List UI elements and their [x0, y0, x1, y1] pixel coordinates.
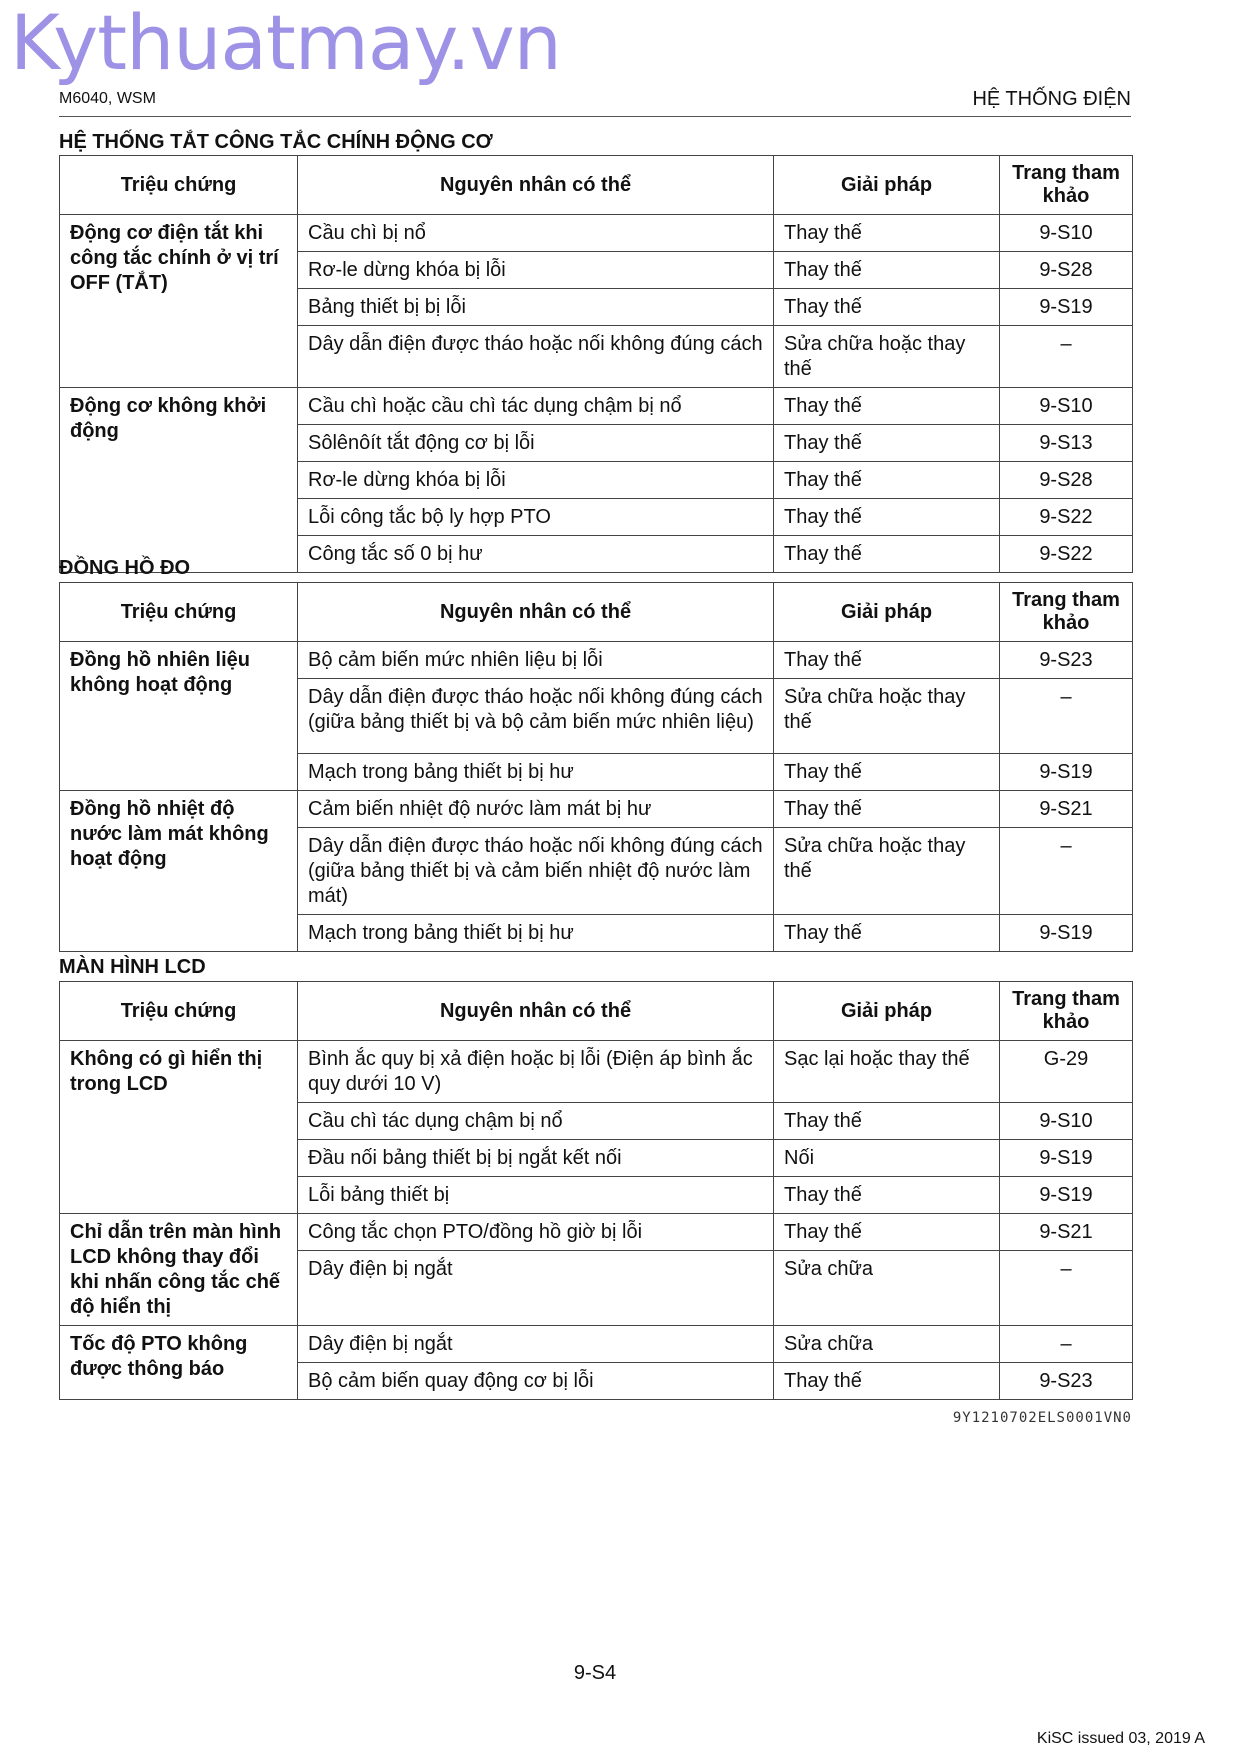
reference-page-cell: 9-S28: [1000, 252, 1133, 289]
header-model: M6040, WSM: [59, 90, 156, 107]
remedy-cell: Sửa chữa: [774, 1251, 1000, 1326]
reference-page-cell: –: [1000, 1326, 1133, 1363]
remedy-cell: Thay thế: [774, 252, 1000, 289]
remedy-cell: Thay thế: [774, 462, 1000, 499]
cause-cell: Lỗi công tắc bộ ly hợp PTO: [298, 499, 774, 536]
cause-cell: Bình ắc quy bị xả điện hoặc bị lỗi (Điện áp bình ắc quy dưới 10 V): [298, 1041, 774, 1103]
remedy-cell: Sửa chữa hoặc thay thế: [774, 828, 1000, 915]
cause-cell: Dây dẫn điện được tháo hoặc nối không đúng cách (giữa bảng thiết bị và bộ cảm biến mức nhiên liệu): [298, 679, 774, 754]
reference-page-cell: –: [1000, 326, 1133, 388]
cause-cell: Sôlênôít tắt động cơ bị lỗi: [298, 425, 774, 462]
table-row: [60, 1214, 1133, 1251]
cause-cell: Bộ cảm biến quay động cơ bị lỗi: [298, 1363, 774, 1400]
reference-page-cell: 9-S13: [1000, 425, 1133, 462]
column-header-cause: Nguyên nhân có thể: [298, 156, 774, 215]
cause-cell: Cầu chì bị nổ: [298, 215, 774, 252]
document-code: 9Y1210702ELS0001VN0: [952, 1410, 1132, 1426]
cause-cell: Bộ cảm biến mức nhiên liệu bị lỗi: [298, 642, 774, 679]
section-title: ĐỒNG HỒ ĐO: [59, 557, 191, 579]
cause-cell: Cảm biến nhiệt độ nước làm mát bị hư: [298, 791, 774, 828]
cause-cell: Cầu chì tác dụng chậm bị nổ: [298, 1103, 774, 1140]
cause-cell: Mạch trong bảng thiết bị bị hư: [298, 915, 774, 952]
table-header-row: [60, 156, 1133, 215]
remedy-cell: Thay thế: [774, 1363, 1000, 1400]
remedy-cell: Sửa chữa hoặc thay thế: [774, 326, 1000, 388]
remedy-cell: Thay thế: [774, 754, 1000, 791]
remedy-cell: Thay thế: [774, 1214, 1000, 1251]
reference-page-cell: 9-S19: [1000, 289, 1133, 326]
remedy-cell: Thay thế: [774, 1177, 1000, 1214]
header-divider: [59, 116, 1131, 117]
cause-cell: Rơ-le dừng khóa bị lỗi: [298, 462, 774, 499]
reference-page-cell: 9-S21: [1000, 791, 1133, 828]
reference-page-cell: G-29: [1000, 1041, 1133, 1103]
remedy-cell: Thay thế: [774, 388, 1000, 425]
reference-page-cell: 9-S10: [1000, 388, 1133, 425]
reference-page-cell: 9-S21: [1000, 1214, 1133, 1251]
table-row: [60, 215, 1133, 252]
section-title: MÀN HÌNH LCD: [59, 956, 206, 978]
reference-page-cell: –: [1000, 1251, 1133, 1326]
symptom-cell: Tốc độ PTO không được thông báo: [60, 1326, 298, 1400]
remedy-cell: Sạc lại hoặc thay thế: [774, 1041, 1000, 1103]
cause-cell: Dây dẫn điện được tháo hoặc nối không đúng cách (giữa bảng thiết bị và cảm biến nhiệt độ nước làm mát): [298, 828, 774, 915]
column-header-reference: Trang tham khảo: [1000, 583, 1133, 642]
troubleshooting-table: [59, 155, 1133, 573]
remedy-cell: Thay thế: [774, 499, 1000, 536]
remedy-cell: Thay thế: [774, 915, 1000, 952]
symptom-cell: Chỉ dẫn trên màn hình LCD không thay đổi khi nhấn công tắc chế độ hiển thị: [60, 1214, 298, 1326]
reference-page-cell: 9-S19: [1000, 1140, 1133, 1177]
remedy-cell: Thay thế: [774, 289, 1000, 326]
remedy-cell: Thay thế: [774, 1103, 1000, 1140]
cause-cell: Dây điện bị ngắt: [298, 1251, 774, 1326]
reference-page-cell: –: [1000, 679, 1133, 754]
page-number: 9-S4: [573, 1662, 617, 1684]
table-header-row: [60, 583, 1133, 642]
column-header-symptom: Triệu chứng: [60, 156, 298, 215]
table-row: [60, 1326, 1133, 1363]
cause-cell: Công tắc số 0 bị hư: [298, 536, 774, 573]
remedy-cell: Thay thế: [774, 425, 1000, 462]
cause-cell: Bảng thiết bị bị lỗi: [298, 289, 774, 326]
column-header-reference: Trang tham khảo: [1000, 982, 1133, 1041]
column-header-remedy: Giải pháp: [774, 982, 1000, 1041]
cause-cell: Rơ-le dừng khóa bị lỗi: [298, 252, 774, 289]
reference-page-cell: 9-S22: [1000, 536, 1133, 573]
column-header-cause: Nguyên nhân có thể: [298, 583, 774, 642]
symptom-cell: Không có gì hiển thị trong LCD: [60, 1041, 298, 1214]
reference-page-cell: 9-S19: [1000, 754, 1133, 791]
column-header-remedy: Giải pháp: [774, 156, 1000, 215]
remedy-cell: Thay thế: [774, 791, 1000, 828]
troubleshooting-table: [59, 981, 1133, 1400]
header-chapter: HỆ THỐNG ĐIỆN: [972, 88, 1131, 110]
symptom-cell: Động cơ không khởi động: [60, 388, 298, 573]
reference-page-cell: –: [1000, 828, 1133, 915]
column-header-symptom: Triệu chứng: [60, 583, 298, 642]
column-header-reference: Trang tham khảo: [1000, 156, 1133, 215]
cause-cell: Mạch trong bảng thiết bị bị hư: [298, 754, 774, 791]
reference-page-cell: 9-S22: [1000, 499, 1133, 536]
reference-page-cell: 9-S19: [1000, 1177, 1133, 1214]
reference-page-cell: 9-S23: [1000, 1363, 1133, 1400]
issue-info: KiSC issued 03, 2019 A: [1036, 1730, 1205, 1747]
table-row: [60, 642, 1133, 679]
cause-cell: Dây dẫn điện được tháo hoặc nối không đúng cách: [298, 326, 774, 388]
cause-cell: Công tắc chọn PTO/đồng hồ giờ bị lỗi: [298, 1214, 774, 1251]
reference-page-cell: 9-S10: [1000, 215, 1133, 252]
remedy-cell: Nối: [774, 1140, 1000, 1177]
remedy-cell: Thay thế: [774, 536, 1000, 573]
reference-page-cell: 9-S10: [1000, 1103, 1133, 1140]
section-title: HỆ THỐNG TẮT CÔNG TẮC CHÍNH ĐỘNG CƠ: [59, 131, 493, 153]
column-header-symptom: Triệu chứng: [60, 982, 298, 1041]
column-header-remedy: Giải pháp: [774, 583, 1000, 642]
symptom-cell: Đồng hồ nhiệt độ nước làm mát không hoạt động: [60, 791, 298, 952]
reference-page-cell: 9-S23: [1000, 642, 1133, 679]
watermark-logo: Kythuatmay.vn: [10, 0, 561, 87]
table-header-row: [60, 982, 1133, 1041]
table-row: [60, 791, 1133, 828]
reference-page-cell: 9-S28: [1000, 462, 1133, 499]
column-header-cause: Nguyên nhân có thể: [298, 982, 774, 1041]
cause-cell: Đầu nối bảng thiết bị bị ngắt kết nối: [298, 1140, 774, 1177]
cause-cell: Dây điện bị ngắt: [298, 1326, 774, 1363]
symptom-cell: Đồng hồ nhiên liệu không hoạt động: [60, 642, 298, 791]
table-row: [60, 388, 1133, 425]
cause-cell: Lỗi bảng thiết bị: [298, 1177, 774, 1214]
table-row: [60, 1041, 1133, 1103]
troubleshooting-table: [59, 582, 1133, 952]
remedy-cell: Sửa chữa hoặc thay thế: [774, 679, 1000, 754]
remedy-cell: Thay thế: [774, 642, 1000, 679]
symptom-cell: Động cơ điện tắt khi công tắc chính ở vị trí OFF (TẮT): [60, 215, 298, 388]
cause-cell: Cầu chì hoặc cầu chì tác dụng chậm bị nổ: [298, 388, 774, 425]
remedy-cell: Sửa chữa: [774, 1326, 1000, 1363]
reference-page-cell: 9-S19: [1000, 915, 1133, 952]
remedy-cell: Thay thế: [774, 215, 1000, 252]
